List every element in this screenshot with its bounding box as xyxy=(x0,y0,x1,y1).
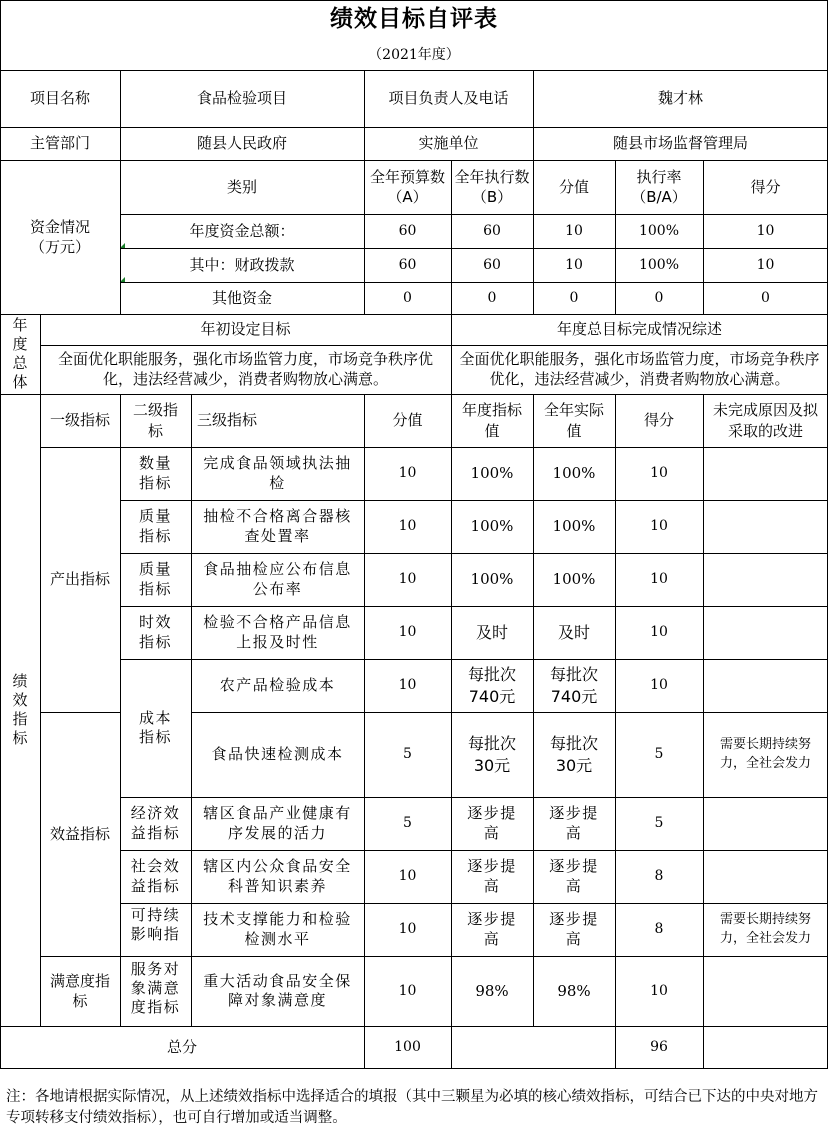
indicator-score: 10 xyxy=(650,465,668,482)
indicator-target: 及时 xyxy=(475,622,508,642)
goals-initial-header: 年初设定目标 xyxy=(200,320,291,339)
funds-row-fiscal-score-value: 10 xyxy=(565,256,583,273)
funds-row-total-score: 10 xyxy=(756,222,775,239)
funds-row-total-label: 年度资金总额： xyxy=(189,221,295,240)
funds-row-other-label: 其他资金 xyxy=(211,288,272,307)
level3-indicator: 完成食品领域执法抽检 xyxy=(203,454,352,492)
indicator-score: 8 xyxy=(654,921,664,938)
total-score: 96 xyxy=(650,1039,668,1056)
level3-indicator: 食品快速检测成本 xyxy=(211,744,344,763)
indicator-score: 5 xyxy=(654,815,664,832)
indicators-section-label: 绩效指标 xyxy=(12,671,28,748)
indicator-actual: 98% xyxy=(557,981,591,1000)
indicators-header-reason: 未完成原因及拟采取的改进 xyxy=(712,401,818,440)
indicator-actual: 逐步提高 xyxy=(549,857,599,895)
level1-benefit: 效益指标 xyxy=(49,824,110,843)
project-name-value: 食品检验项目 xyxy=(196,89,287,108)
funds-row-total-budget: 60 xyxy=(398,222,417,239)
indicator-target: 100% xyxy=(470,517,514,536)
indicator-value: 10 xyxy=(398,677,417,694)
funds-header-rate: 执行率（B/A） xyxy=(631,167,687,206)
level3-indicator: 食品抽检应公布信息公布率 xyxy=(203,560,352,598)
indicator-value: 10 xyxy=(398,921,417,938)
funds-header-category: 类别 xyxy=(226,177,257,196)
funds-section-label: 资金情况（万元） xyxy=(29,217,90,256)
indicator-target: 100% xyxy=(470,464,514,483)
indicator-value: 10 xyxy=(398,571,417,588)
funds-row-fiscal-executed: 60 xyxy=(483,256,501,273)
indicator-value: 5 xyxy=(403,815,412,832)
funds-row-other-rate: 0 xyxy=(654,289,664,306)
indicators-header-level2: 二级指标 xyxy=(132,401,178,440)
level3-indicator: 检验不合格产品信息上报及时性 xyxy=(203,613,352,651)
unit-label: 实施单位 xyxy=(418,134,479,153)
level2-cost: 成本指标 xyxy=(138,708,172,746)
funds-header-score-value: 分值 xyxy=(558,177,589,196)
indicator-reason xyxy=(703,606,828,659)
indicator-reason xyxy=(703,553,828,606)
footnote: 注：各地请根据实际情况，从上述绩效指标中选择适合的填报（其中三颗星为必填的核心绩效指标，可结合已下达的中央对地方专项转移支付绩效指标），也可自行增加或适当调整。 xyxy=(6,1089,818,1127)
project-leader-value: 魏才林 xyxy=(657,89,703,108)
indicators-header-value: 分值 xyxy=(392,411,423,430)
goals-section-label: 年度总体 xyxy=(12,315,28,392)
indicator-reason xyxy=(703,850,828,903)
form-year: （2021年度） xyxy=(368,46,460,63)
funds-row-total-score-value: 10 xyxy=(565,222,583,239)
level3-indicator: 技术支撑能力和检验检测水平 xyxy=(203,910,352,948)
funds-row-fiscal-score: 10 xyxy=(756,256,775,273)
indicator-actual: 100% xyxy=(552,570,596,589)
indicator-actual: 及时 xyxy=(557,622,590,642)
cell-marker-icon xyxy=(120,277,125,282)
goals-summary-text: 全面优化职能服务，强化市场监管力度，市场竞争秩序优化，违法经营减少，消费者购物放心满意。 xyxy=(459,350,820,389)
indicator-value: 10 xyxy=(398,518,417,535)
indicator-value: 10 xyxy=(398,868,417,885)
indicator-actual: 每批次740元 xyxy=(549,664,598,706)
funds-row-fiscal-budget: 60 xyxy=(398,256,417,273)
indicator-reason xyxy=(703,797,828,850)
level2-service-satisfaction: 服务对象满意度指标 xyxy=(130,960,181,1017)
dept-value: 随县人民政府 xyxy=(196,134,287,153)
indicator-actual: 100% xyxy=(552,464,596,483)
indicator-actual: 逐步提高 xyxy=(549,910,599,948)
level2-timeliness: 时效指标 xyxy=(138,613,172,651)
funds-row-total-rate: 100% xyxy=(638,222,680,239)
funds-row-fiscal-label: 其中：财政拨款 xyxy=(189,255,295,274)
total-label: 总分 xyxy=(166,1038,197,1057)
funds-row-fiscal-rate: 100% xyxy=(638,256,680,273)
indicator-target: 逐步提高 xyxy=(467,857,517,895)
form-title: 绩效目标自评表 xyxy=(330,6,498,33)
indicator-reason xyxy=(703,500,828,553)
funds-row-other-score: 0 xyxy=(761,289,770,306)
level1-satisfaction: 满意度指标 xyxy=(49,971,110,1010)
level3-indicator: 农产品检验成本 xyxy=(219,675,336,694)
level2-social: 社会效益指标 xyxy=(130,857,181,895)
indicator-target: 98% xyxy=(475,981,509,1000)
level2-quality-1: 质量指标 xyxy=(138,507,172,545)
indicator-score: 10 xyxy=(650,518,668,535)
level3-indicator: 抽检不合格离合器核查处置率 xyxy=(203,507,352,545)
indicators-header-target: 年度指标值 xyxy=(461,401,522,440)
level1-output: 产出指标 xyxy=(49,570,110,589)
indicator-reason: 需要长期持续努力，全社会发力 xyxy=(719,737,811,771)
funds-header-score: 得分 xyxy=(750,177,781,196)
indicator-value: 10 xyxy=(398,982,417,999)
funds-row-other-executed: 0 xyxy=(487,289,497,306)
indicator-score: 10 xyxy=(650,677,668,694)
indicator-value: 5 xyxy=(403,746,412,763)
funds-row-total-executed: 60 xyxy=(483,222,501,239)
indicator-reason xyxy=(703,956,828,1026)
indicator-score: 5 xyxy=(654,746,664,763)
level2-quantity: 数量指标 xyxy=(138,454,172,492)
indicator-target: 每批次740元 xyxy=(467,664,516,706)
indicator-target: 逐步提高 xyxy=(467,804,517,842)
funds-row-other-budget: 0 xyxy=(403,289,412,306)
indicators-header-level3: 三级指标 xyxy=(197,411,258,430)
goals-summary-header: 年度总目标完成情况综述 xyxy=(556,320,722,339)
indicator-score: 10 xyxy=(650,982,668,999)
indicator-actual: 每批次30元 xyxy=(549,733,598,775)
dept-label: 主管部门 xyxy=(29,134,90,153)
funds-row-other-score-value: 0 xyxy=(569,289,579,306)
goals-initial-text: 全面优化职能服务，强化市场监管力度，市场竞争秩序优化，违法经营减少，消费者购物放心满意。 xyxy=(57,350,433,389)
indicator-target: 每批次30元 xyxy=(467,733,516,775)
funds-header-budget: 全年预算数（A） xyxy=(369,167,445,206)
indicator-target: 逐步提高 xyxy=(467,910,517,948)
unit-value: 随县市场监督管理局 xyxy=(612,134,748,153)
indicator-actual: 逐步提高 xyxy=(549,804,599,842)
level3-indicator: 辖区食品产业健康有序发展的活力 xyxy=(203,804,352,842)
cell-marker-icon xyxy=(120,243,125,248)
level2-economic: 经济效益指标 xyxy=(130,804,181,842)
total-value: 100 xyxy=(394,1039,421,1056)
indicators-header-actual: 全年实际值 xyxy=(543,401,604,440)
level3-indicator: 辖区内公众食品安全科普知识素养 xyxy=(203,857,352,895)
indicator-actual: 100% xyxy=(552,517,596,536)
project-leader-label: 项目负责人及电话 xyxy=(388,89,509,108)
indicators-header-level1: 一级指标 xyxy=(49,411,110,430)
indicators-header-score: 得分 xyxy=(643,411,674,430)
indicator-score: 10 xyxy=(650,571,668,588)
indicator-reason: 需要长期持续努力，全社会发力 xyxy=(719,912,811,946)
funds-header-executed: 全年执行数（B） xyxy=(454,167,530,206)
level2-sustainable: 可持续影响指 xyxy=(130,906,181,944)
indicator-score: 10 xyxy=(650,624,668,641)
indicator-value: 10 xyxy=(398,624,417,641)
indicator-reason xyxy=(703,447,828,500)
project-name-label: 项目名称 xyxy=(29,89,90,108)
level2-quality-2: 质量指标 xyxy=(138,560,172,598)
indicator-value: 10 xyxy=(398,465,417,482)
indicator-target: 100% xyxy=(470,570,514,589)
level3-indicator: 重大活动食品安全保障对象满意度 xyxy=(203,971,352,1009)
indicator-score: 8 xyxy=(654,868,664,885)
indicator-reason xyxy=(703,659,828,712)
